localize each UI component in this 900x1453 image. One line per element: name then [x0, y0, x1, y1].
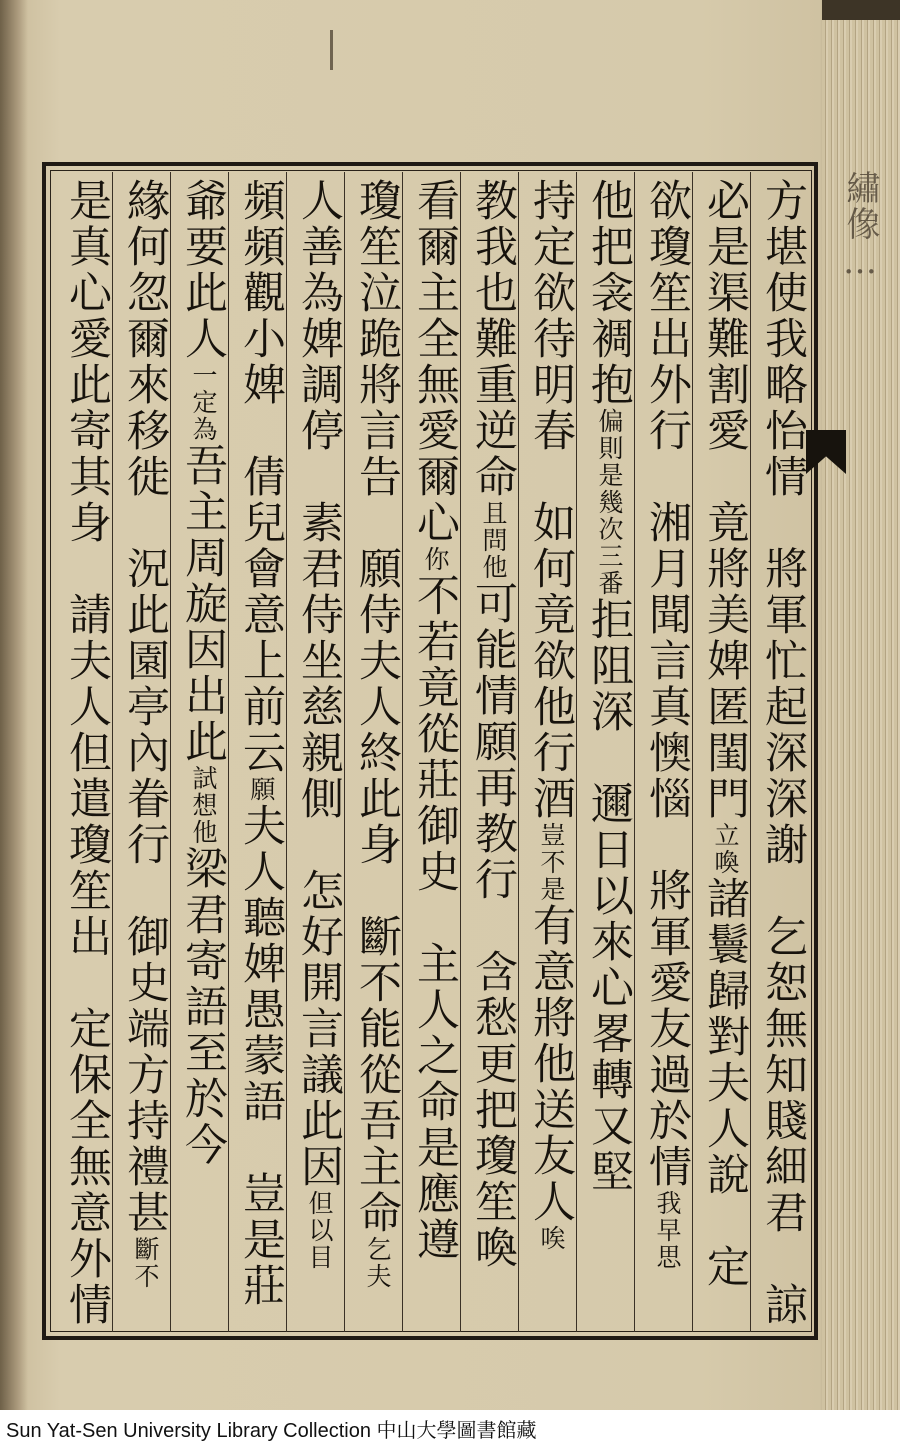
- column-text: 緣何忽爾來移徙 況此園亭內眷行 御史端方持禮甚: [120, 178, 170, 1236]
- interlinear-note: 立喚: [711, 822, 740, 876]
- text-column-10: [233, 178, 289, 1328]
- text-column-2: [697, 178, 753, 1328]
- interlinear-note: 乞夫: [363, 1236, 392, 1290]
- text-column-4: [581, 178, 637, 1328]
- column-text: 夫人聽婢愚蒙語 豈是莊: [236, 803, 286, 1309]
- text-column-3: [639, 178, 695, 1328]
- column-text: 是真心愛此寄其身 請夫人但遣瓊笙出 定保全無意外情: [62, 178, 112, 1328]
- text-column-11: [175, 178, 231, 1328]
- binding-mark: [330, 30, 333, 70]
- column-text: 梁君寄語至於今: [178, 846, 228, 1168]
- column-text: 可能情願再教行 含愁更把瓊笙喚: [468, 581, 518, 1271]
- column-text: 不若竟從莊御史 主人之命是應遵: [410, 573, 460, 1263]
- margin-edge-label: 繡像…: [840, 170, 880, 284]
- column-text: 頻頻觀小婢 倩兒會意上前云: [236, 178, 286, 776]
- column-text: 必是渠難割愛 竟將美婢匿閨門: [700, 178, 750, 822]
- text-column-8: [349, 178, 405, 1328]
- column-text: 吾主周旋因出此: [178, 443, 228, 765]
- column-text: 人善為婢調停 素君侍坐慈親側 怎好開言議此因: [294, 178, 344, 1190]
- column-text: 諸鬟歸對夫人說 定: [700, 876, 750, 1290]
- interlinear-note: 我早思: [653, 1190, 682, 1271]
- interlinear-note: 偏則是幾次三番: [595, 408, 624, 597]
- column-text: 爺要此人: [178, 178, 228, 362]
- interlinear-note: 試想他: [189, 765, 218, 846]
- column-text: 持定欲待明春 如何竟欲他行酒: [526, 178, 576, 822]
- text-column-5: [523, 178, 579, 1328]
- column-text: 方堪使我略怡情 將軍忙起深深謝 乞恕無知賤細君 諒: [758, 178, 808, 1328]
- page-edge-top: [822, 0, 900, 20]
- column-text: 瓊笙泣跪將言告 願侍夫人終此身 斷不能從吾主命: [352, 178, 402, 1236]
- column-text: 他把衾裯抱: [584, 178, 634, 408]
- text-column-9: [291, 178, 347, 1328]
- column-text: 拒阻深 邇日以來心畧轉又堅: [584, 597, 634, 1195]
- gutter-shadow: [0, 0, 28, 1410]
- column-text: 教我也難重逆命: [468, 178, 518, 500]
- library-credit: Sun Yat-Sen University Library Collection 中山大學圖書館藏: [0, 1410, 900, 1453]
- interlinear-note: 但以目: [305, 1190, 334, 1271]
- column-text: 有意將他送友人: [526, 903, 576, 1225]
- interlinear-note: 豈不是: [537, 822, 566, 903]
- text-column-6: [465, 178, 521, 1328]
- column-text: 欲瓊笙出外行 湘月聞言真懊惱 將軍愛友過於情: [642, 178, 692, 1190]
- interlinear-note: 唉: [537, 1225, 566, 1252]
- interlinear-note: 一定為: [189, 362, 218, 443]
- text-column-7: [407, 178, 463, 1328]
- text-column-13: [59, 178, 115, 1328]
- interlinear-note: 願: [247, 776, 276, 803]
- column-text: 看爾主全無愛爾心: [410, 178, 460, 546]
- interlinear-note: 你: [421, 546, 450, 573]
- interlinear-note: 斷不: [131, 1236, 160, 1290]
- interlinear-note: 且問他: [479, 500, 508, 581]
- text-column-1: [755, 178, 811, 1328]
- text-column-12: [117, 178, 173, 1328]
